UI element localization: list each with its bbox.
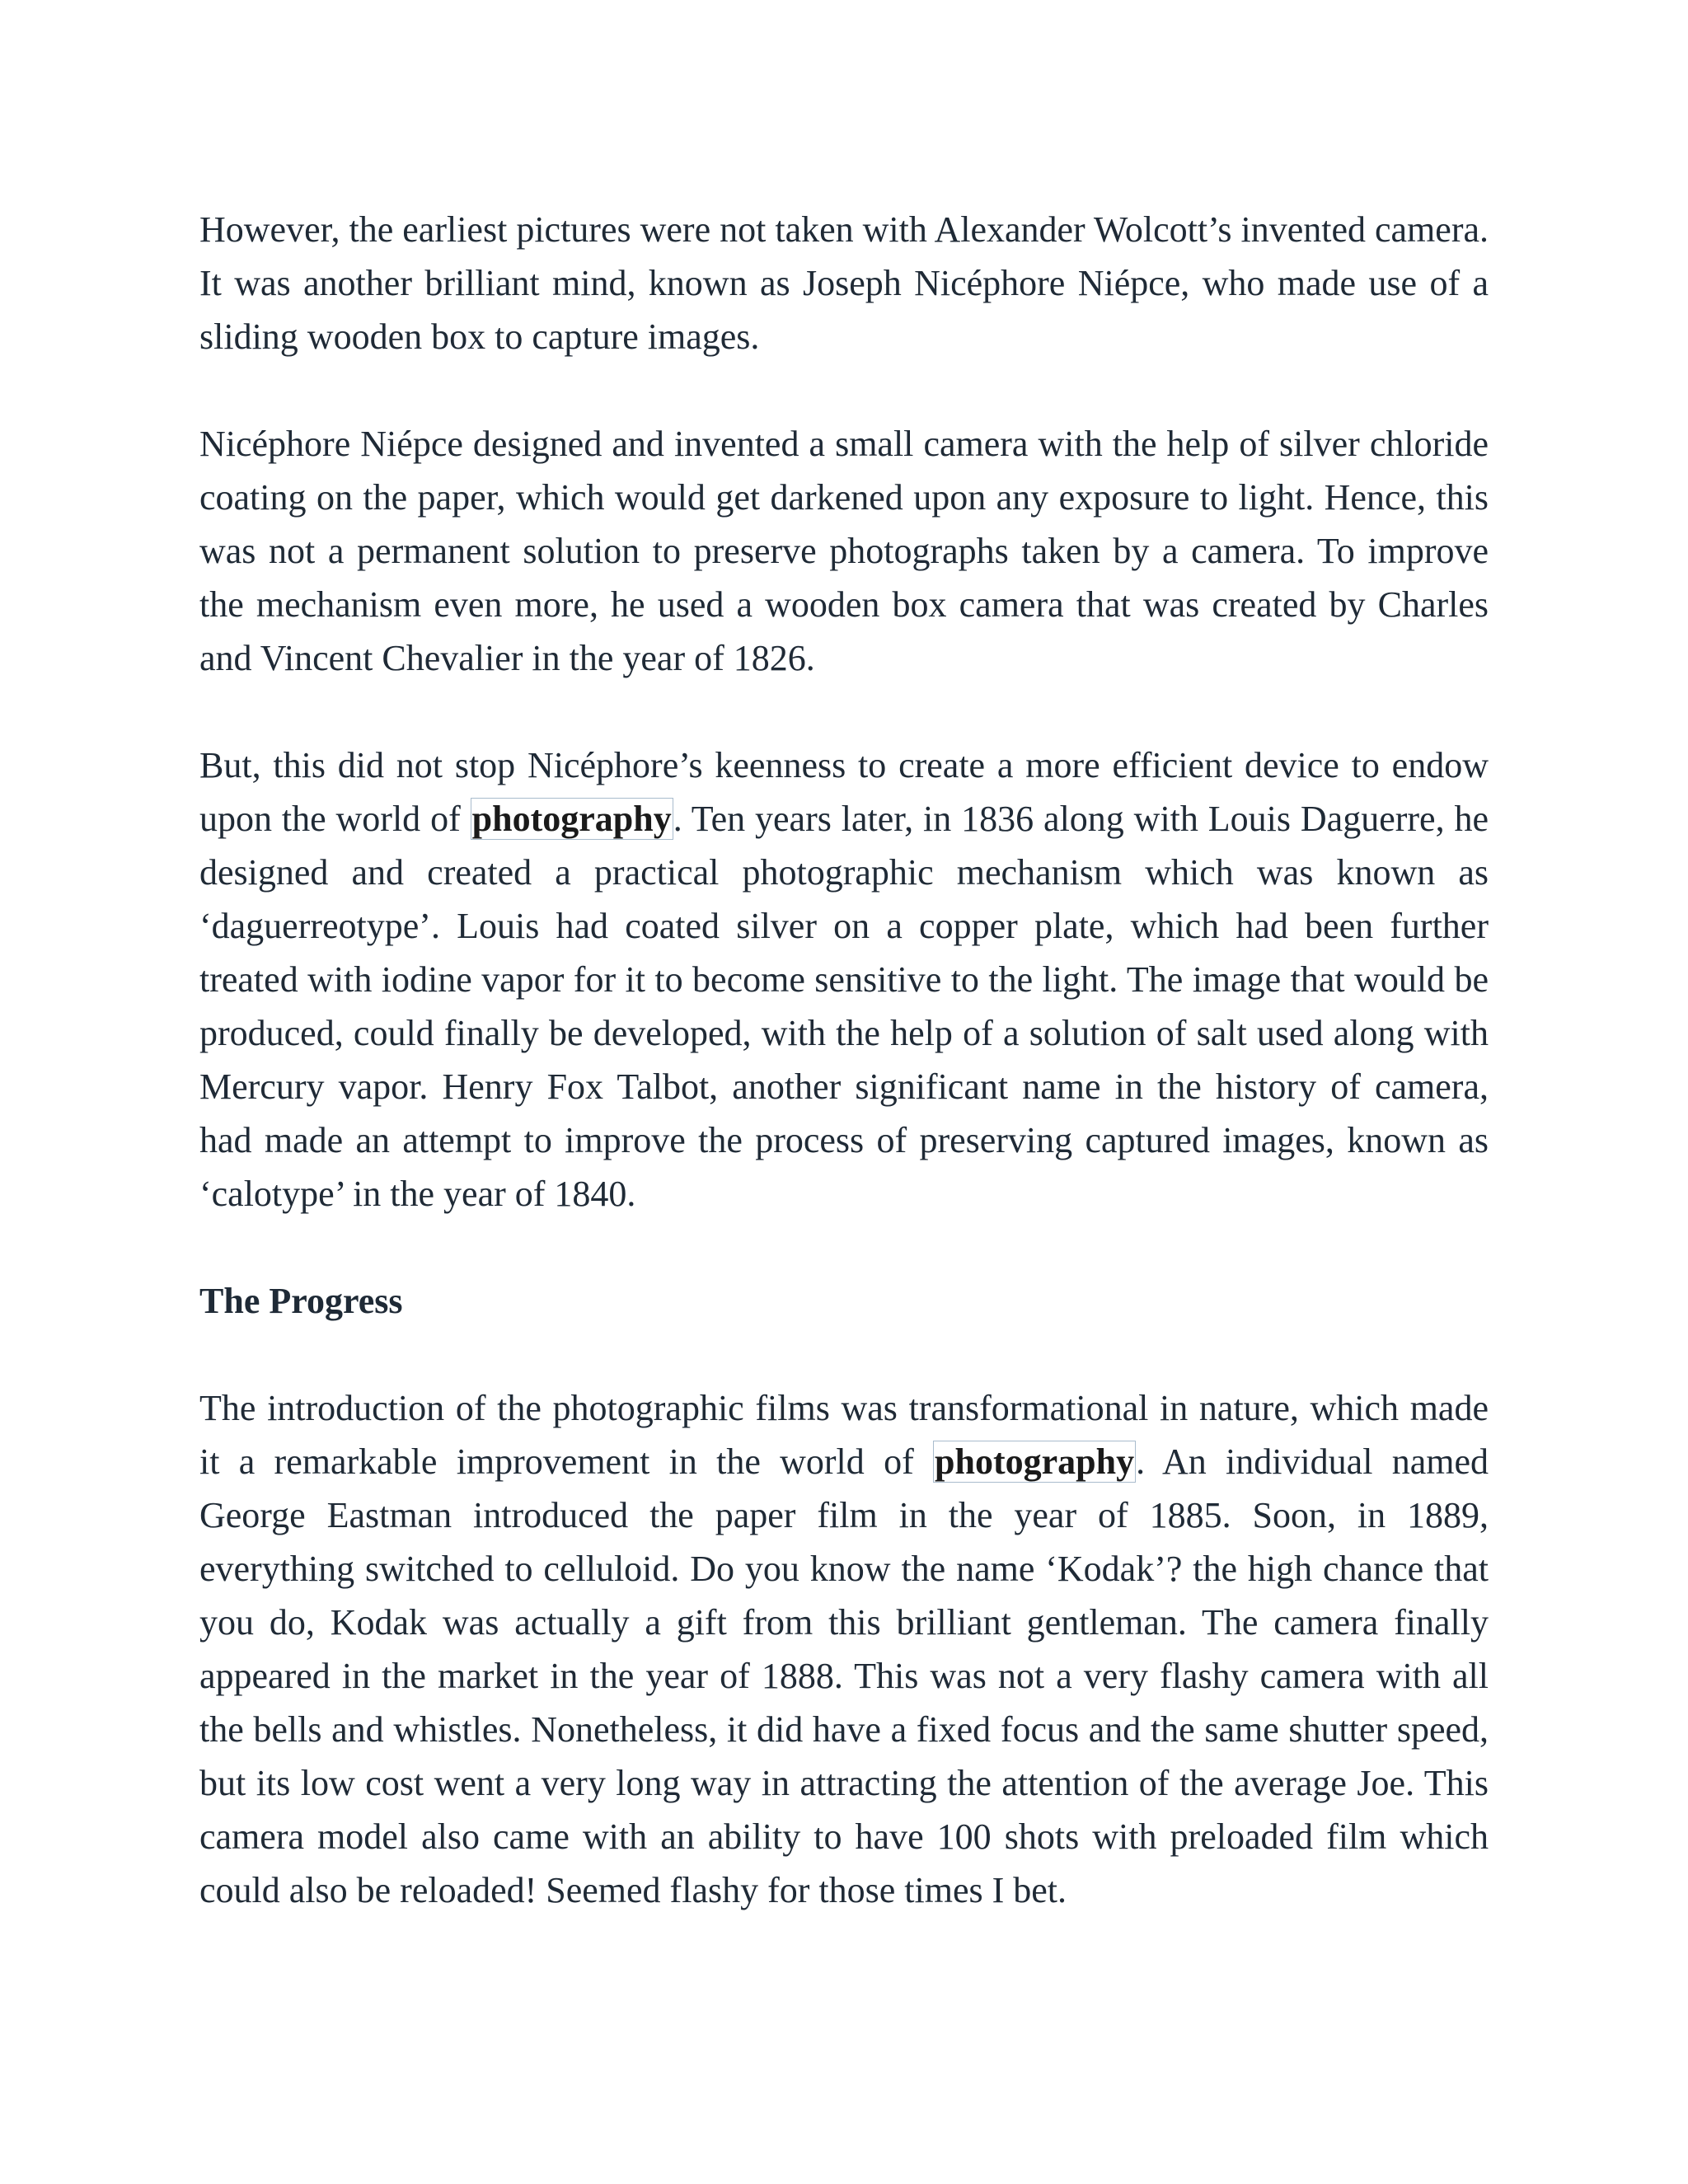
paragraph-daguerreotype [199, 738, 1489, 1221]
paragraph-text-after: . Ten years later, in 1836 along with Louis Daguerre, he designed and created a practical photographic mechanism which was known as ‘daguerreotype’. Louis had coated silver on a copper plate, which had been further treated with iodine vapor for it to become sensitive to the light. The image that would be produced, could finally be developed, with the help of a solution of salt used along with Mercury vapor. Henry Fox Talbot, another significant name in the history of camera, had made an attempt to improve the process of preserving captured images, known as ‘calotype’ in the year of 1840. [199, 799, 1489, 1214]
section-heading: The Progress [199, 1281, 403, 1321]
paragraph-text-before: The introduction of the photographic films was transformational in nature, which made it a remarkable improvement in the world of [199, 1388, 1489, 1482]
document-page [199, 203, 1489, 1971]
paragraph-earliest-pictures: However, the earliest pictures were not taken with Alexander Wolcott’s invented camera. It was another brilliant mind, known as Joseph Nicéphore Niépce, who made use of a sliding wooden box to capture images. [199, 209, 1489, 357]
keyword-link-photography[interactable]: photography [935, 1441, 1135, 1482]
paragraph-niepce-camera: Nicéphore Niépce designed and invented a small camera with the help of silver chloride coating on the paper, which would get darkened upon any exposure to light. Hence, this was not a permanent solution to preserve photographs taken by a camera. To improve the mechanism even more, he used a wooden box camera that was created by Charles and Vincent Chevalier in the year of 1826. [199, 424, 1489, 678]
keyword-link-photography[interactable]: photography [471, 799, 672, 839]
paragraph-photographic-films [199, 1381, 1489, 1917]
paragraph-text-before: But, this did not stop Nicéphore’s keenness to create a more efficient device to endow upon the world of [199, 745, 1489, 839]
paragraph-text-after: . An individual named George Eastman introduced the paper film in the year of 1885. Soon, in 1889, everything switched to celluloid. Do you know the name ‘Kodak’? the high chance that you do, Kodak was actually a gift from this brilliant gentleman. The camera finally appeared in the market in the year of 1888. This was not a very flashy camera with all the bells and whistles. Nonetheless, it did have a fixed focus and the same shutter speed, but its low cost went a very long way in attracting the attention of the average Joe. This camera model also came with an ability to have 100 shots with preloaded film which could also be reloaded! Seemed flashy for those times I bet. [199, 1441, 1489, 1910]
